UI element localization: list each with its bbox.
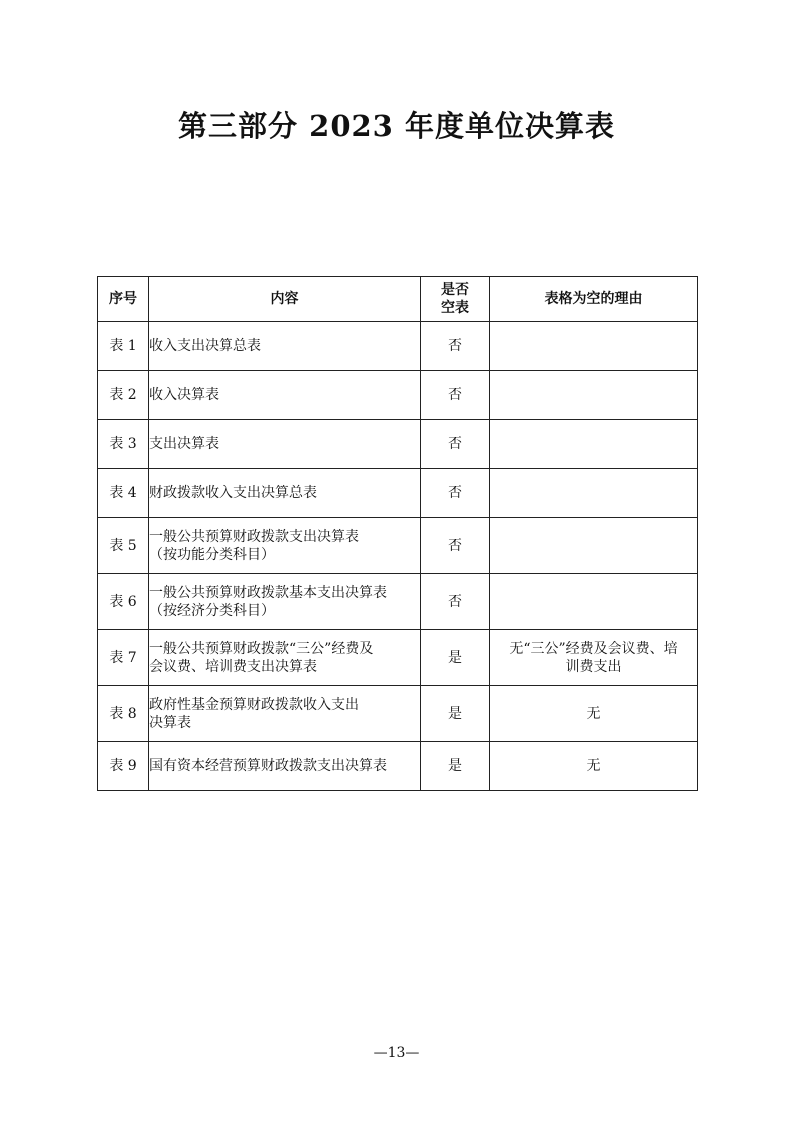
table-row — [98, 742, 698, 791]
row-empty-flag: 是 — [421, 630, 490, 686]
row-reason — [490, 574, 698, 630]
row-reason — [490, 469, 698, 518]
table-row — [98, 322, 698, 371]
row-empty-flag: 否 — [421, 322, 490, 371]
row-content-line: 政府性基金预算财政拨款收入支出 — [149, 696, 359, 713]
row-empty-flag: 否 — [421, 574, 490, 630]
row-reason-line: 无“三公”经费及会议费、培 — [509, 640, 678, 657]
table-row — [98, 371, 698, 420]
header-reason: 表格为空的理由 — [490, 277, 698, 322]
row-content-line: （按经济分类科目） — [149, 602, 275, 619]
row-content — [149, 574, 421, 630]
header-num: 序号 — [98, 277, 149, 322]
row-content-line: 收入决算表 — [149, 387, 219, 403]
row-empty-flag: 否 — [421, 420, 490, 469]
row-num: 表 8 — [98, 686, 149, 742]
row-reason — [490, 630, 698, 686]
row-content-line: （按功能分类科目） — [149, 546, 275, 563]
row-content — [149, 469, 421, 518]
page-title: 第三部分 2023 年度单位决算表 — [178, 109, 615, 143]
row-num: 表 4 — [98, 469, 149, 518]
table-row — [98, 469, 698, 518]
row-reason — [490, 742, 698, 791]
row-content — [149, 371, 421, 420]
row-num: 表 7 — [98, 630, 149, 686]
header-empty-line1: 是否 — [441, 282, 469, 298]
row-reason-line: 训费支出 — [565, 658, 622, 675]
row-num: 表 1 — [98, 322, 149, 371]
row-content-line: 一般公共预算财政拨款基本支出决算表 — [149, 584, 387, 601]
row-content — [149, 630, 421, 686]
row-reason-line: 无 — [586, 705, 601, 722]
row-reason — [490, 686, 698, 742]
budget-table-index — [97, 276, 698, 791]
table-row — [98, 574, 698, 630]
row-empty-flag: 否 — [421, 518, 490, 574]
row-empty-flag: 是 — [421, 742, 490, 791]
row-reason — [490, 322, 698, 371]
header-content: 内容 — [149, 277, 421, 322]
row-content — [149, 742, 421, 791]
page-number: —13— — [373, 1045, 420, 1061]
header-empty — [421, 277, 490, 322]
row-num: 表 6 — [98, 574, 149, 630]
row-content — [149, 420, 421, 469]
row-content-line: 支出决算表 — [149, 436, 219, 452]
row-content-line: 一般公共预算财政拨款“三公”经费及 — [149, 640, 374, 657]
row-reason — [490, 518, 698, 574]
table-header-row — [98, 277, 698, 322]
row-empty-flag: 否 — [421, 469, 490, 518]
row-content-line: 国有资本经营预算财政拨款支出决算表 — [149, 758, 387, 774]
row-content — [149, 518, 421, 574]
row-empty-flag: 否 — [421, 371, 490, 420]
row-empty-flag: 是 — [421, 686, 490, 742]
header-empty-line2: 空表 — [441, 300, 469, 316]
row-num: 表 9 — [98, 742, 149, 791]
row-num: 表 3 — [98, 420, 149, 469]
row-reason — [490, 371, 698, 420]
table-row — [98, 686, 698, 742]
table-row — [98, 518, 698, 574]
row-reason-line: 无 — [586, 758, 601, 774]
row-num: 表 5 — [98, 518, 149, 574]
row-reason — [490, 420, 698, 469]
table-row — [98, 420, 698, 469]
row-num: 表 2 — [98, 371, 149, 420]
row-content — [149, 322, 421, 371]
table-row — [98, 630, 698, 686]
row-content-line: 决算表 — [149, 714, 191, 731]
table-body — [98, 322, 698, 791]
row-content-line: 收入支出决算总表 — [149, 338, 261, 354]
row-content-line: 一般公共预算财政拨款支出决算表 — [149, 528, 359, 545]
row-content — [149, 686, 421, 742]
row-content-line: 财政拨款收入支出决算总表 — [149, 485, 317, 501]
row-content-line: 会议费、培训费支出决算表 — [149, 658, 317, 675]
